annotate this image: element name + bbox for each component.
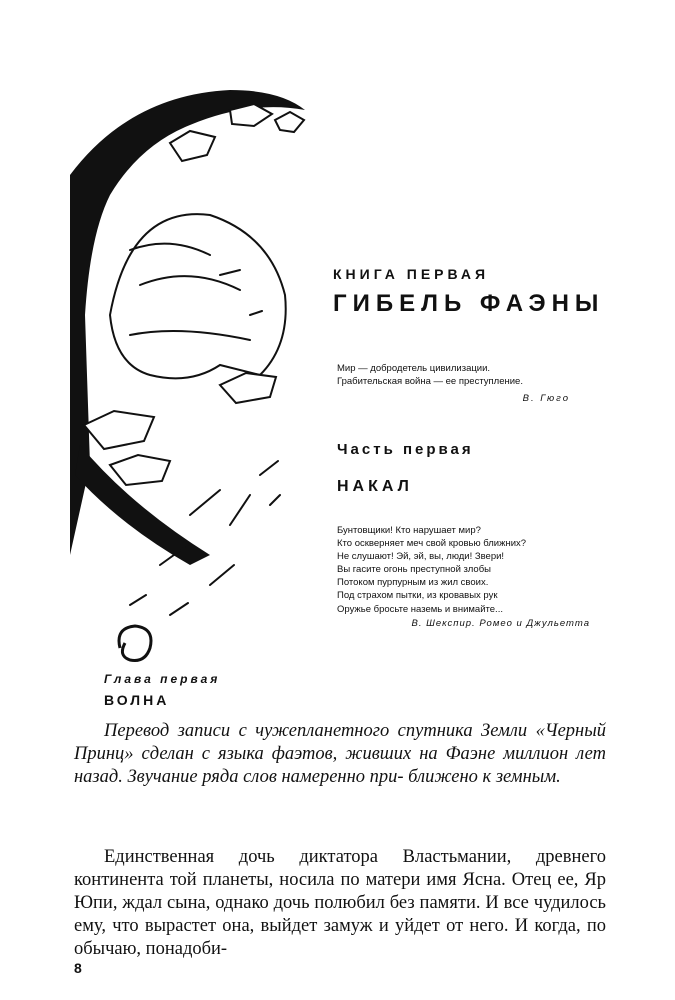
body-line: замуж и уйдет от него. И когда, по обычаю, понадоби- xyxy=(74,916,606,959)
epigraph-author: В. Гюго xyxy=(522,393,570,404)
epigraph-line: Оружье бросьте наземь и внимайте... xyxy=(337,603,503,615)
body-line: Единственная дочь диктатора Властьмании, древнего xyxy=(104,847,606,867)
intro-paragraph xyxy=(74,720,606,789)
epigraph-hugo xyxy=(337,362,523,388)
body-line: континента той планеты, носила по матери имя Ясна. xyxy=(74,870,506,890)
chapter-label: Глава первая xyxy=(104,672,221,686)
space-illustration xyxy=(70,85,310,645)
epigraph-line: Кто оскверняет меч свой кровью ближних? xyxy=(337,538,527,550)
part-label: Часть первая xyxy=(337,441,474,458)
body-line: Отец ее, Яр Юпи, ждал сына, однако дочь полюбил без xyxy=(74,870,606,913)
epigraph-line: Мир — добродетель цивилизации. xyxy=(337,363,491,374)
body-paragraph xyxy=(74,846,606,961)
body-line: памяти. И все чудилось ему, что вырастет она, выйдет xyxy=(74,893,606,936)
epigraph-line: Не слушают! Эй, эй, вы, люди! Звери! xyxy=(337,551,505,563)
book-title: ГИБЕЛЬ ФАЭНЫ xyxy=(333,290,605,317)
page-number: 8 xyxy=(74,960,82,976)
intro-line: Перевод записи с чужепланетного спутника Земли xyxy=(104,721,528,741)
swirl-ornament-icon xyxy=(110,618,160,668)
chapter-title: ВОЛНА xyxy=(104,692,170,708)
epigraph-author: В. Шекспир. Ромео и Джульетта xyxy=(411,618,590,629)
book-label: КНИГА ПЕРВАЯ xyxy=(333,266,490,282)
epigraph-line: Потоком пурпурным из жил своих. xyxy=(337,577,489,589)
epigraph-line: Вы гасите огонь преступной злобы xyxy=(337,564,491,576)
intro-line: «Черный Принц» сделан с языка фаэтов, живших на Фаэне xyxy=(74,721,606,764)
epigraph-line: Под страхом пытки, из кровавых рук xyxy=(337,590,498,602)
intro-line: миллион лет назад. Звучание ряда слов намеренно при- xyxy=(74,744,607,787)
intro-line: ближено к земным. xyxy=(408,767,561,787)
epigraph-line: Грабительская война — ее преступление. xyxy=(337,376,523,387)
epigraph-line: Бунтовщики! Кто нарушает мир? xyxy=(337,525,481,536)
epigraph-shakespeare xyxy=(337,524,526,616)
part-title: НАКАЛ xyxy=(337,478,413,495)
